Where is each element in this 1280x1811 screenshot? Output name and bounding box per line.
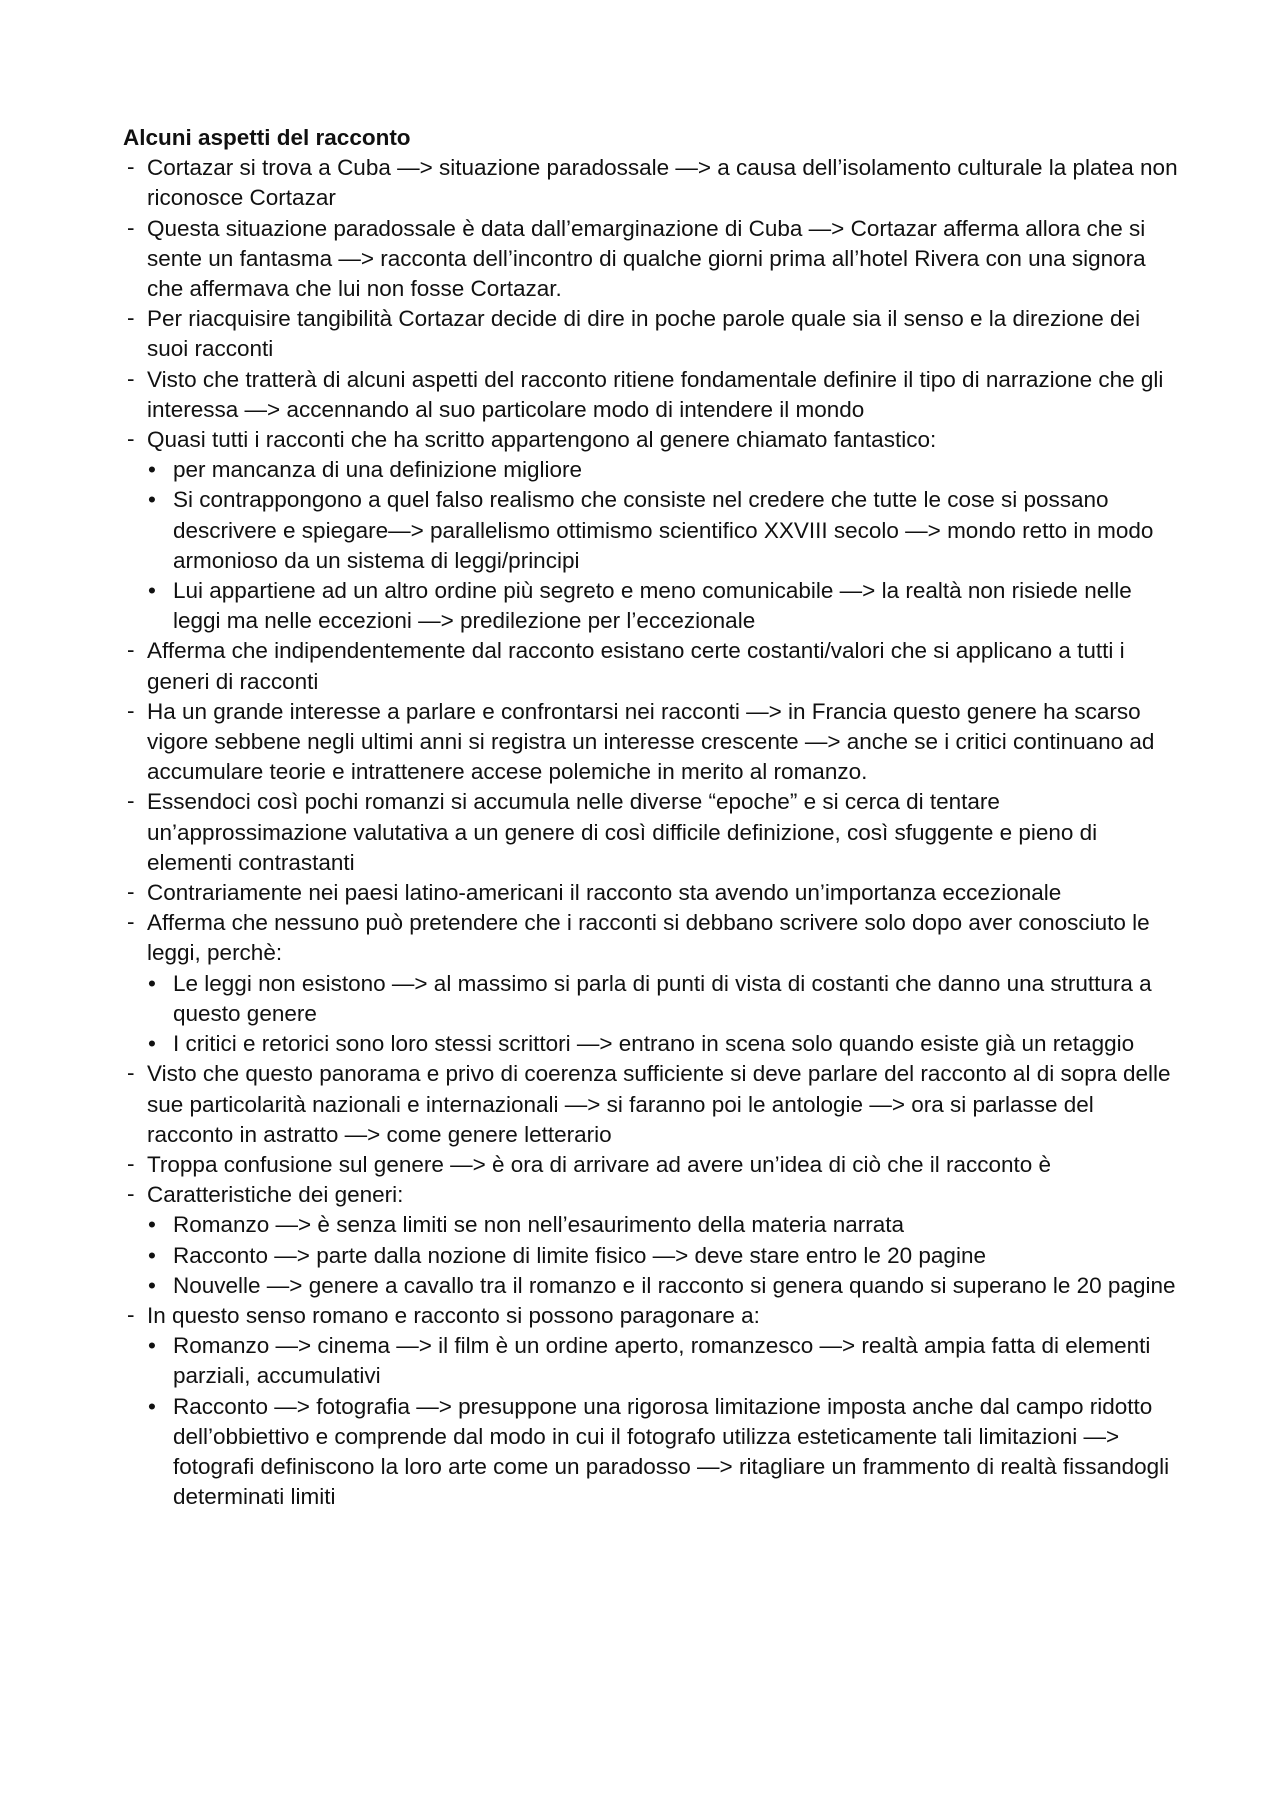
document-page (123, 123, 1183, 1512)
sub-list-item: • Romanzo —> è senza limiti se non nell’esaurimento della materia narrata (147, 1210, 1183, 1240)
sub-list-item: • Racconto —> parte dalla nozione di limite fisico —> deve stare entro le 20 pagine (147, 1241, 1183, 1271)
list-item (123, 365, 1183, 425)
sub-list (147, 1331, 1183, 1512)
list-item (123, 1180, 1183, 1301)
sub-list (147, 969, 1183, 1060)
list-item (123, 214, 1183, 305)
list-item-text: Ha un grande interesse a parlare e confrontarsi nei racconti —> in Francia questo genere ha scarso vigore sebbene negli ultimi anni si registra un interesse crescente —> anche se i critici continuano ad accumulare teorie e intrattenere accese polemiche in merito al romanzo. (147, 698, 1155, 785)
list-item-text: Essendoci così pochi romanzi si accumula nelle diverse “epoche” e si cerca di tentare un’approssimazione valutativa a un genere di così difficile definizione, così sfuggente e pieno di elementi contrastanti (147, 789, 1098, 875)
list-item (123, 908, 1183, 1059)
list-item-text: In questo senso romano e racconto si possono paragonare a: (147, 1302, 760, 1328)
sub-list-item: • Si contrappongono a quel falso realismo che consiste nel credere che tutte le cose si possano descrivere e spiegare—> parallelismo ottimismo scientifico XXVIII secolo —> mondo retto in modo armonioso da un sistema di leggi/principi (147, 485, 1183, 576)
list-item-text: Afferma che nessuno può pretendere che i racconti si debbano scrivere solo dopo aver conosciuto le leggi, perchè: (147, 910, 1150, 966)
list-item-text: Troppa confusione sul genere —> è ora di arrivare ad avere un’idea di ciò che il racconto è (147, 1151, 1052, 1177)
list-item-text: Visto che questo panorama e privo di coerenza sufficiente si deve parlare del racconto al di sopra delle sue particolarità nazionali e internazionali —> si faranno poi le antologie —> ora si parlasse del racconto in astratto —> come genere letterario (147, 1061, 1171, 1147)
list-item-text: Contrariamente nei paesi latino-americani il racconto sta avendo un’importanza eccezionale (147, 880, 1062, 906)
list-item (123, 1059, 1183, 1150)
list-item-text: Questa situazione paradossale è data dall’emarginazione di Cuba —> Cortazar afferma allora che si sente un fantasma —> racconta dell’incontro di qualche giorni prima all’hotel Rivera con una signora che affermava che lui non fosse Cortazar. (147, 215, 1146, 302)
list-item (123, 697, 1183, 788)
list-item-text: Afferma che indipendentemente dal racconto esistano certe costanti/valori che si applicano a tutti i generi di racconti (147, 638, 1125, 694)
sub-list-item: • Racconto —> fotografia —> presuppone una rigorosa limitazione imposta anche dal campo ridotto dell’obbiettivo e comprende dal modo in cui il fotografo utilizza esteticamente tali limitazioni —> fotografi definiscono la loro arte come un paradosso —> ritagliare un frammento di realtà fissandogli determinati limiti (147, 1392, 1183, 1513)
sub-list (147, 1210, 1183, 1301)
sub-list-item: • Nouvelle —> genere a cavallo tra il romanzo e il racconto si genera quando si superano le 20 pagine (147, 1271, 1183, 1301)
notes-list (123, 153, 1183, 1512)
list-item (123, 636, 1183, 696)
list-item-text: Per riacquisire tangibilità Cortazar decide di dire in poche parole quale sia il senso e la direzione dei suoi racconti (147, 306, 1141, 362)
sub-list-item: • per mancanza di una definizione migliore (147, 455, 1183, 485)
list-item (123, 878, 1183, 908)
sub-list-item: • Le leggi non esistono —> al massimo si parla di punti di vista di costanti che danno una struttura a questo genere (147, 969, 1183, 1029)
sub-list-item: • I critici e retorici sono loro stessi scrittori —> entrano in scena solo quando esiste già un retaggio (147, 1029, 1183, 1059)
sub-list-item: • Romanzo —> cinema —> il film è un ordine aperto, romanzesco —> realtà ampia fatta di elementi parziali, accumulativi (147, 1331, 1183, 1391)
document-title: Alcuni aspetti del racconto (123, 125, 411, 150)
list-item-text: Cortazar si trova a Cuba —> situazione paradossale —> a causa dell’isolamento culturale la platea non riconosce Cortazar (147, 155, 1178, 211)
sub-list (147, 455, 1183, 636)
list-item-text: Caratteristiche dei generi: (147, 1182, 404, 1208)
list-item (123, 787, 1183, 878)
sub-list-item: • Lui appartiene ad un altro ordine più segreto e meno comunicabile —> la realtà non risiede nelle leggi ma nelle eccezioni —> predilezione per l’eccezionale (147, 576, 1183, 636)
list-item-text: Visto che tratterà di alcuni aspetti del racconto ritiene fondamentale definire il tipo di narrazione che gli interessa —> accennando al suo particolare modo di intendere il mondo (147, 366, 1164, 422)
list-item (123, 153, 1183, 213)
list-item (123, 425, 1183, 636)
list-item (123, 1150, 1183, 1180)
list-item (123, 1301, 1183, 1512)
list-item (123, 304, 1183, 364)
list-item-text: Quasi tutti i racconti che ha scritto appartengono al genere chiamato fantastico: (147, 427, 937, 453)
